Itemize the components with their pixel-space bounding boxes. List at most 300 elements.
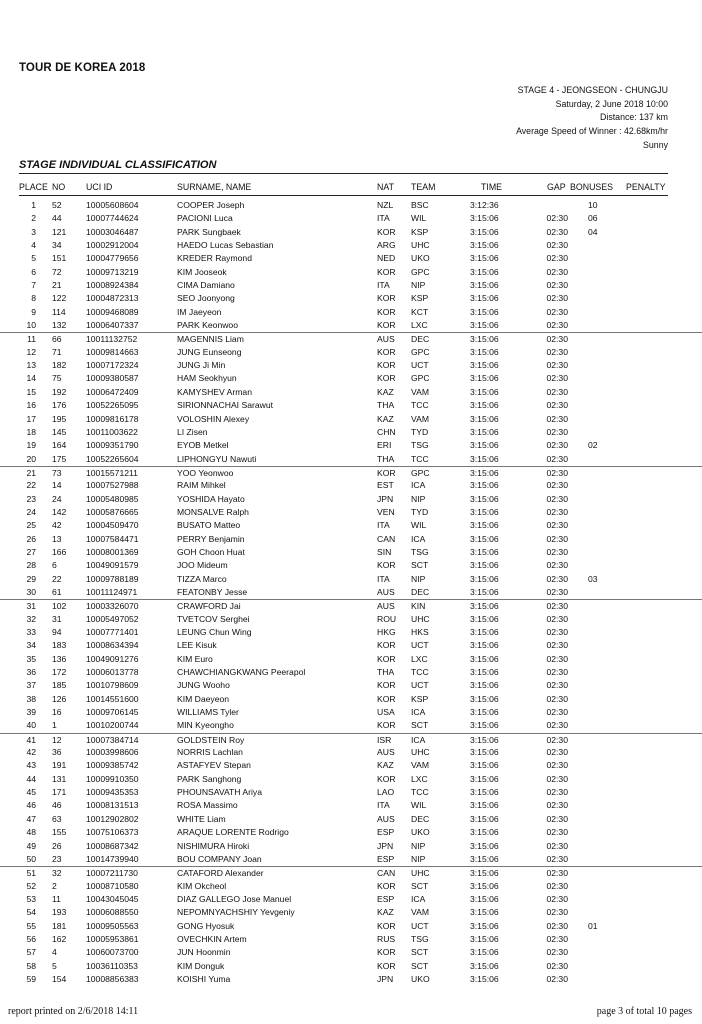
cell-team-code: WIL (411, 520, 427, 531)
cell-rider-number: 175 (52, 453, 67, 464)
cell-uci-id: 10049091276 (86, 653, 139, 664)
cell-time-gap: 02:30 (546, 320, 568, 331)
cell-rider-number: 132 (52, 320, 67, 331)
cell-team-code: UKO (411, 827, 430, 838)
cell-place: 39 (26, 707, 36, 718)
cell-uci-id: 10003046487 (86, 226, 139, 237)
table-row (0, 933, 702, 946)
table-row (0, 799, 702, 812)
cell-time-gap: 02:30 (546, 973, 568, 984)
cell-time-gap: 02:30 (546, 213, 568, 224)
cell-time-gap: 02:30 (546, 640, 568, 651)
table-row (0, 453, 702, 466)
table-row (0, 519, 702, 532)
cell-nationality: ARG (377, 240, 396, 251)
cell-finish-time: 3:15:06 (470, 413, 499, 424)
table-row (0, 533, 702, 546)
cell-time-gap: 02:30 (546, 533, 568, 544)
cell-rider-number: 182 (52, 360, 67, 371)
cell-nationality: KOR (377, 960, 396, 971)
cell-time-gap: 02:30 (546, 386, 568, 397)
cell-uci-id: 10003326070 (86, 601, 139, 612)
cell-time-gap: 02:30 (546, 734, 568, 745)
cell-nationality: ESP (377, 827, 395, 838)
cell-rider-name: JUNG Ji Min (177, 360, 226, 371)
table-row (0, 866, 702, 879)
cell-rider-number: 94 (52, 627, 62, 637)
cell-nationality: ERI (377, 440, 392, 451)
cell-finish-time: 3:15:06 (470, 440, 499, 451)
cell-place: 33 (26, 627, 36, 637)
cell-team-code: TYD (411, 506, 429, 517)
table-row (0, 546, 702, 559)
cell-uci-id: 10008131513 (86, 800, 139, 811)
cell-place: 46 (26, 800, 36, 811)
table-row (0, 493, 702, 506)
table-row (0, 332, 702, 345)
cell-rider-number: 23 (52, 853, 62, 864)
table-row (0, 639, 702, 652)
table-row (0, 413, 702, 426)
cell-rider-number: 121 (52, 226, 67, 237)
cell-team-code: NIP (411, 493, 426, 504)
cell-rider-number: 61 (52, 586, 62, 597)
cell-time-gap: 02:30 (546, 707, 568, 718)
cell-nationality: KOR (377, 373, 396, 384)
table-row (0, 679, 702, 692)
cell-place: 55 (26, 920, 36, 931)
cell-time-gap: 02:30 (546, 760, 568, 771)
cell-rider-number: 72 (52, 266, 62, 277)
cell-place: 43 (26, 760, 36, 771)
cell-team-code: UKO (411, 253, 430, 264)
cell-rider-name: LI Zisen (177, 426, 208, 437)
cell-time-gap: 02:30 (546, 520, 568, 531)
cell-time-gap: 02:30 (546, 868, 568, 879)
cell-nationality: CAN (377, 868, 396, 879)
cell-uci-id: 10005497052 (86, 613, 139, 624)
cell-uci-id: 10009351790 (86, 440, 139, 451)
cell-uci-id: 10011124971 (86, 586, 138, 597)
cell-uci-id: 10007584471 (86, 533, 139, 544)
cell-place: 41 (26, 734, 36, 745)
cell-team-code: VAM (411, 386, 429, 397)
cell-finish-time: 3:15:06 (470, 373, 499, 384)
cell-finish-time: 3:15:06 (470, 386, 499, 397)
header-name: SURNAME, NAME (177, 182, 252, 192)
cell-uci-id: 10005608604 (86, 200, 139, 210)
cell-finish-time: 3:15:06 (470, 920, 499, 931)
cell-place: 47 (26, 813, 36, 824)
table-row (0, 599, 702, 612)
cell-team-code: GPC (411, 467, 430, 478)
cell-team-code: NIP (411, 280, 426, 291)
cell-uci-id: 10005953861 (86, 933, 139, 944)
table-row (0, 226, 702, 239)
cell-nationality: KOR (377, 560, 396, 571)
cell-rider-number: 71 (52, 346, 62, 357)
header-team: TEAM (411, 182, 436, 192)
cell-finish-time: 3:15:06 (470, 493, 499, 504)
table-row (0, 973, 702, 986)
cell-time-gap: 02:30 (546, 813, 568, 824)
cell-time-gap: 02:30 (546, 920, 568, 931)
cell-finish-time: 3:15:06 (470, 346, 499, 357)
stage-date: Saturday, 2 June 2018 10:00 (555, 98, 668, 109)
cell-nationality: AUS (377, 813, 395, 824)
footer-printed: report printed on 2/6/2018 14:11 (8, 1006, 139, 1017)
cell-finish-time: 3:15:06 (470, 266, 499, 277)
cell-nationality: AUS (377, 334, 395, 345)
cell-rider-name: ASTAFYEV Stepan (177, 760, 251, 771)
header-bonuses: BONUSES (570, 182, 614, 192)
cell-finish-time: 3:15:06 (470, 240, 499, 251)
table-row (0, 813, 702, 826)
cell-uci-id: 10006088550 (86, 907, 139, 918)
cell-finish-time: 3:15:06 (470, 947, 499, 958)
cell-finish-time: 3:15:06 (470, 693, 499, 704)
cell-time-gap: 02:30 (546, 627, 568, 637)
cell-time-gap: 02:30 (546, 907, 568, 918)
cell-rider-number: 193 (52, 907, 67, 918)
table-row (0, 386, 702, 399)
table-row (0, 252, 702, 265)
cell-team-code: UHC (411, 747, 430, 758)
cell-nationality: ITA (377, 800, 390, 811)
cell-finish-time: 3:15:06 (470, 667, 499, 678)
cell-finish-time: 3:15:06 (470, 253, 499, 264)
cell-rider-number: 26 (52, 840, 62, 851)
cell-place: 21 (26, 467, 36, 478)
cell-rider-name: HAM Seokhyun (177, 373, 237, 384)
cell-team-code: NIP (411, 573, 426, 584)
cell-nationality: ITA (377, 573, 390, 584)
cell-rider-number: 14 (52, 480, 62, 491)
table-row (0, 626, 702, 639)
cell-time-gap: 02:30 (546, 893, 568, 904)
cell-rider-name: WHITE Liam (177, 813, 226, 824)
stage-name: STAGE 4 - JEONGSEON - CHUNGJU (517, 85, 668, 95)
cell-uci-id: 10009788189 (86, 573, 139, 584)
cell-finish-time: 3:15:06 (470, 613, 499, 624)
table-row (0, 733, 702, 746)
table-row (0, 920, 702, 933)
cell-uci-id: 10014739940 (86, 853, 139, 864)
cell-rider-name: CIMA Damiano (177, 280, 235, 291)
cell-place: 8 (31, 293, 36, 304)
cell-uci-id: 10009910350 (86, 773, 139, 784)
cell-rider-number: 151 (52, 253, 67, 264)
cell-rider-number: 46 (52, 800, 62, 811)
table-row (0, 893, 702, 906)
cell-rider-number: 63 (52, 813, 62, 824)
cell-time-gap: 02:30 (546, 467, 568, 478)
cell-uci-id: 10010200744 (86, 720, 139, 731)
cell-uci-id: 10009816178 (86, 413, 139, 424)
cell-place: 4 (31, 240, 36, 251)
cell-team-code: KCT (411, 306, 429, 317)
cell-place: 9 (31, 306, 36, 317)
cell-team-code: UCT (411, 920, 429, 931)
table-row (0, 613, 702, 626)
cell-rider-number: 42 (52, 520, 62, 531)
cell-team-code: TYD (411, 426, 429, 437)
cell-team-code: VAM (411, 907, 429, 918)
cell-team-code: UCT (411, 360, 429, 371)
cell-place: 31 (26, 601, 36, 612)
cell-finish-time: 3:15:06 (470, 573, 499, 584)
table-row (0, 239, 702, 252)
table-row (0, 346, 702, 359)
table-row (0, 199, 702, 212)
header-uci-id: UCI ID (86, 182, 113, 192)
cell-team-code: LXC (411, 653, 428, 664)
cell-time-gap: 02:30 (546, 601, 568, 612)
cell-nationality: ISR (377, 734, 392, 745)
cell-time-gap: 02:30 (546, 680, 568, 691)
cell-rider-number: 5 (52, 960, 57, 971)
cell-place: 44 (26, 773, 36, 784)
cell-time-gap: 02:30 (546, 306, 568, 317)
cell-rider-name: SEO Joonyong (177, 293, 235, 304)
cell-nationality: ITA (377, 213, 390, 224)
cell-rider-name: CATAFORD Alexander (177, 868, 264, 879)
cell-finish-time: 3:15:06 (470, 320, 499, 331)
cell-uci-id: 10075106373 (86, 827, 139, 838)
cell-finish-time: 3:15:06 (470, 306, 499, 317)
table-row (0, 212, 702, 225)
cell-team-code: TCC (411, 400, 429, 411)
cell-nationality: THA (377, 667, 395, 678)
cell-place: 30 (26, 586, 36, 597)
cell-team-code: UKO (411, 973, 430, 984)
cell-time-gap: 02:30 (546, 773, 568, 784)
cell-rider-number: 122 (52, 293, 67, 304)
cell-time-gap: 02:30 (546, 787, 568, 798)
cell-bonus-seconds: 04 (588, 226, 598, 237)
cell-uci-id: 10003998606 (86, 747, 139, 758)
table-row (0, 266, 702, 279)
cell-finish-time: 3:15:06 (470, 813, 499, 824)
cell-team-code: KSP (411, 693, 429, 704)
cell-place: 34 (26, 640, 36, 651)
cell-rider-number: 155 (52, 827, 67, 838)
cell-bonus-seconds: 06 (588, 213, 598, 224)
cell-rider-name: PARK Sungbaek (177, 226, 241, 237)
cell-place: 15 (26, 386, 36, 397)
cell-uci-id: 10052265604 (86, 453, 139, 464)
cell-rider-name: YOO Yeonwoo (177, 467, 234, 478)
cell-finish-time: 3:15:06 (470, 933, 499, 944)
header-nat: NAT (377, 182, 394, 192)
cell-rider-number: 11 (52, 893, 61, 904)
cell-finish-time: 3:15:06 (470, 426, 499, 437)
cell-rider-number: 32 (52, 868, 62, 879)
cell-place: 11 (27, 334, 36, 345)
table-row (0, 719, 702, 732)
cell-place: 27 (26, 546, 36, 557)
cell-rider-number: 185 (52, 680, 67, 691)
cell-time-gap: 02:30 (546, 840, 568, 851)
cell-place: 13 (26, 360, 36, 371)
cell-uci-id: 10008924384 (86, 280, 139, 291)
cell-nationality: CHN (377, 426, 396, 437)
cell-place: 22 (26, 480, 36, 491)
cell-time-gap: 02:30 (546, 506, 568, 517)
cell-rider-name: GOH Choon Huat (177, 546, 245, 557)
cell-uci-id: 10036110353 (86, 960, 138, 971)
cell-rider-number: 34 (52, 240, 62, 251)
cell-team-code: UHC (411, 868, 430, 879)
cell-rider-number: 73 (52, 467, 62, 478)
cell-rider-name: EYOB Metkel (177, 440, 229, 451)
cell-rider-number: 145 (52, 426, 67, 437)
cell-finish-time: 3:15:06 (470, 360, 499, 371)
table-row (0, 586, 702, 599)
cell-team-code: TSG (411, 546, 429, 557)
cell-rider-number: 183 (52, 640, 67, 651)
cell-uci-id: 10009814663 (86, 346, 139, 357)
cell-nationality: KOR (377, 320, 396, 331)
cell-nationality: JPN (377, 493, 394, 504)
cell-team-code: UHC (411, 613, 430, 624)
cell-finish-time: 3:15:06 (470, 293, 499, 304)
cell-place: 16 (26, 400, 36, 411)
cell-rider-name: LIPHONGYU Nawuti (177, 453, 257, 464)
cell-finish-time: 3:15:06 (470, 506, 499, 517)
table-row (0, 960, 702, 973)
cell-uci-id: 10009706145 (86, 707, 139, 718)
cell-team-code: WIL (411, 800, 427, 811)
cell-uci-id: 10011132752 (86, 334, 138, 345)
table-row (0, 826, 702, 839)
cell-place: 17 (26, 413, 36, 424)
cell-uci-id: 10043045045 (86, 893, 139, 904)
cell-place: 2 (31, 213, 36, 224)
stage-average-speed: Average Speed of Winner : 42.68km/hr (516, 126, 668, 137)
cell-time-gap: 02:30 (546, 440, 568, 451)
cell-uci-id: 10009435353 (86, 787, 139, 798)
cell-finish-time: 3:15:06 (470, 800, 499, 811)
cell-finish-time: 3:15:06 (470, 400, 499, 411)
cell-nationality: KOR (377, 880, 396, 891)
table-row (0, 479, 702, 492)
cell-finish-time: 3:15:06 (470, 680, 499, 691)
cell-rider-name: OVECHKIN Artem (177, 933, 247, 944)
cell-time-gap: 02:30 (546, 800, 568, 811)
stage-weather: Sunny (643, 139, 668, 150)
cell-place: 32 (26, 613, 36, 624)
table-row (0, 906, 702, 919)
cell-nationality: KOR (377, 640, 396, 651)
cell-team-code: LXC (411, 320, 428, 331)
table-row (0, 319, 702, 332)
cell-rider-name: GONG Hyosuk (177, 920, 235, 931)
cell-team-code: DEC (411, 586, 430, 597)
header-no: NO (52, 182, 66, 192)
cell-finish-time: 3:15:06 (470, 853, 499, 864)
table-row (0, 439, 702, 452)
cell-place: 25 (26, 520, 36, 531)
cell-rider-name: BUSATO Matteo (177, 520, 241, 531)
cell-time-gap: 02:30 (546, 693, 568, 704)
cell-place: 53 (26, 893, 36, 904)
cell-rider-name: PARK Sanghong (177, 773, 242, 784)
cell-team-code: KIN (411, 601, 426, 612)
cell-rider-name: ROSA Massimo (177, 800, 238, 811)
cell-time-gap: 02:30 (546, 960, 568, 971)
cell-rider-number: 66 (52, 334, 62, 345)
cell-team-code: TCC (411, 667, 429, 678)
cell-team-code: ICA (411, 734, 426, 745)
cell-nationality: ITA (377, 280, 390, 291)
cell-place: 5 (31, 253, 36, 264)
cell-nationality: NZL (377, 200, 394, 210)
cell-rider-name: NEPOMNYACHSHIY Yevgeniy (177, 907, 295, 918)
cell-team-code: DEC (411, 813, 430, 824)
cell-finish-time: 3:15:06 (470, 868, 499, 879)
cell-rider-name: RAIM Mihkel (177, 480, 226, 491)
cell-team-code: SCT (411, 947, 429, 958)
cell-rider-number: 16 (52, 707, 62, 718)
cell-nationality: USA (377, 707, 395, 718)
cell-uci-id: 10007172324 (86, 360, 139, 371)
cell-place: 3 (31, 226, 36, 237)
cell-uci-id: 10004509470 (86, 520, 139, 531)
table-row (0, 946, 702, 959)
cell-uci-id: 10007211730 (86, 868, 138, 879)
cell-rider-number: 44 (52, 213, 62, 224)
cell-time-gap: 02:30 (546, 280, 568, 291)
cell-rider-name: KIM Daeyeon (177, 693, 230, 704)
cell-uci-id: 10006407337 (86, 320, 139, 331)
cell-team-code: GPC (411, 373, 430, 384)
cell-uci-id: 10052265095 (86, 400, 139, 411)
cell-finish-time: 3:15:06 (470, 586, 499, 597)
cell-place: 18 (26, 426, 36, 437)
cell-finish-time: 3:12:36 (470, 200, 499, 210)
cell-finish-time: 3:15:06 (470, 226, 499, 237)
table-row (0, 359, 702, 372)
cell-rider-name: SIRIONNACHAI Sarawut (177, 400, 273, 411)
cell-finish-time: 3:15:06 (470, 653, 499, 664)
cell-rider-name: IM Jaeyeon (177, 306, 222, 317)
cell-rider-number: 75 (52, 373, 62, 384)
cell-uci-id: 10005480985 (86, 493, 139, 504)
cell-bonus-seconds: 10 (588, 200, 598, 210)
cell-team-code: SCT (411, 960, 429, 971)
cell-nationality: AUS (377, 747, 395, 758)
cell-place: 37 (26, 680, 36, 691)
cell-rider-name: YOSHIDA Hayato (177, 493, 245, 504)
cell-place: 45 (26, 787, 36, 798)
cell-time-gap: 02:30 (546, 334, 568, 345)
cell-team-code: DEC (411, 334, 430, 345)
cell-bonus-seconds: 01 (588, 920, 598, 931)
cell-uci-id: 10009380587 (86, 373, 139, 384)
cell-rider-name: DIAZ GALLEGO Jose Manuel (177, 893, 292, 904)
cell-uci-id: 10060073700 (86, 947, 139, 958)
cell-finish-time: 3:15:06 (470, 747, 499, 758)
cell-nationality: KOR (377, 266, 396, 277)
cell-rider-name: JUNG Wooho (177, 680, 230, 691)
table-row (0, 773, 702, 786)
cell-place: 7 (31, 280, 36, 291)
cell-time-gap: 02:30 (546, 293, 568, 304)
cell-place: 51 (26, 868, 36, 879)
cell-rider-number: 162 (52, 933, 67, 944)
cell-rider-name: JUNG Eunseong (177, 346, 242, 357)
